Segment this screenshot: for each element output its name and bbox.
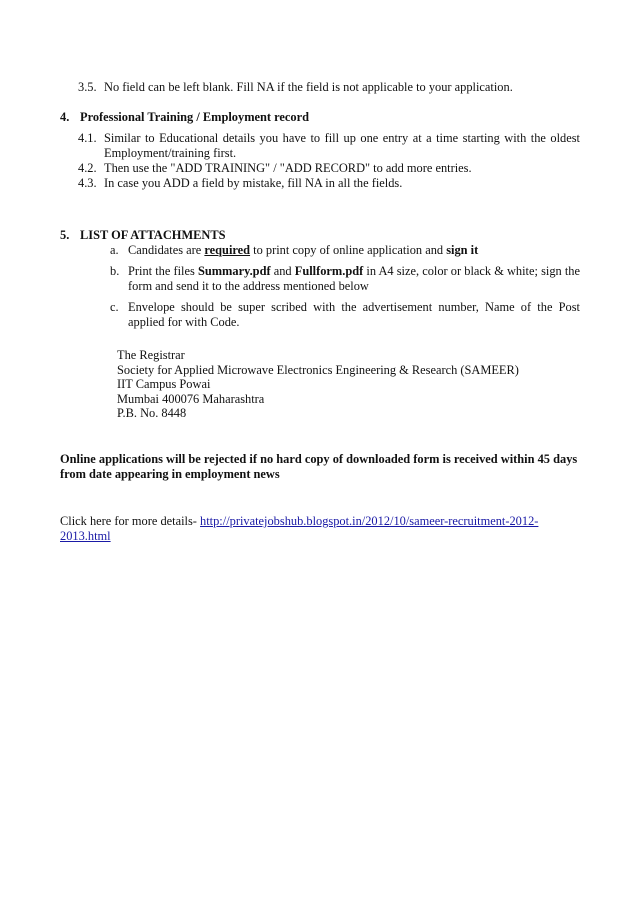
section-title: Professional Training / Employment record xyxy=(80,110,309,124)
more-details xyxy=(60,514,576,544)
item-4-1 xyxy=(60,131,580,161)
item-letter: c. xyxy=(110,300,119,314)
section-title: LIST OF ATTACHMENTS xyxy=(80,228,226,242)
item-4-2 xyxy=(60,161,580,176)
section-4 xyxy=(60,110,580,191)
address-line: Society for Applied Microwave Electronics Engineering & Research (SAMEER) xyxy=(117,362,519,377)
section-number: 5. xyxy=(60,228,70,242)
rejection-warning: Online applications will be rejected if no hard copy of downloaded form is received within 45 days from date appearing in employment news xyxy=(60,452,578,481)
item-4-3 xyxy=(60,176,580,191)
item-3-5 xyxy=(60,80,580,95)
details-link[interactable]: http://privatejobshub.blogspot.in/2012/10/sameer-recruitment-2012-2013.html xyxy=(60,514,539,543)
section-number: 4. xyxy=(60,110,70,124)
address-line: P.B. No. 8448 xyxy=(117,406,187,420)
item-text: No field can be left blank. Fill NA if the field is not applicable to your application. xyxy=(104,80,513,94)
text-part: Print the files xyxy=(128,264,198,278)
text-part: Candidates are xyxy=(128,243,205,257)
item-number: 3.5. xyxy=(78,80,97,94)
attachment-c xyxy=(60,300,580,330)
item-letter: a. xyxy=(110,243,119,257)
address-line: Mumbai 400076 Maharashtra xyxy=(117,391,265,406)
address-line: The Registrar xyxy=(117,348,185,362)
registrar-address xyxy=(117,348,577,421)
item-letter: b. xyxy=(110,264,120,278)
address-line: IIT Campus Powai xyxy=(117,377,211,391)
item-number: 4.2. xyxy=(78,161,97,175)
text-part: to print copy of online application and xyxy=(250,243,447,257)
attachment-a xyxy=(60,243,580,258)
file-summary: Summary.pdf xyxy=(197,264,271,278)
emphasis-required: required xyxy=(204,243,251,257)
emphasis-sign: sign it xyxy=(446,243,479,257)
text-part: and xyxy=(270,264,295,278)
file-fullform: Fullform.pdf xyxy=(294,264,364,278)
item-text: Then use the "ADD TRAINING" / "ADD RECORD" to add more entries. xyxy=(104,161,472,175)
item-text: Similar to Educational details you have to fill up one entry at a time starting with the oldest Employment/training first. xyxy=(104,131,580,160)
section-5 xyxy=(60,228,580,330)
item-text: Envelope should be super scribed with the advertisement number, Name of the Post applied for with Code. xyxy=(128,300,580,329)
item-text xyxy=(128,264,580,294)
item-number: 4.3. xyxy=(78,176,97,190)
item-number: 4.1. xyxy=(78,131,97,145)
item-text: In case you ADD a field by mistake, fill NA in all the fields. xyxy=(104,176,403,190)
text-part: in A4 size, color or black & white; sign the form and send it to the address mentioned below xyxy=(128,264,580,293)
item-text xyxy=(128,243,580,258)
attachment-b xyxy=(60,264,580,294)
details-prefix: Click here for more details- xyxy=(60,514,201,528)
